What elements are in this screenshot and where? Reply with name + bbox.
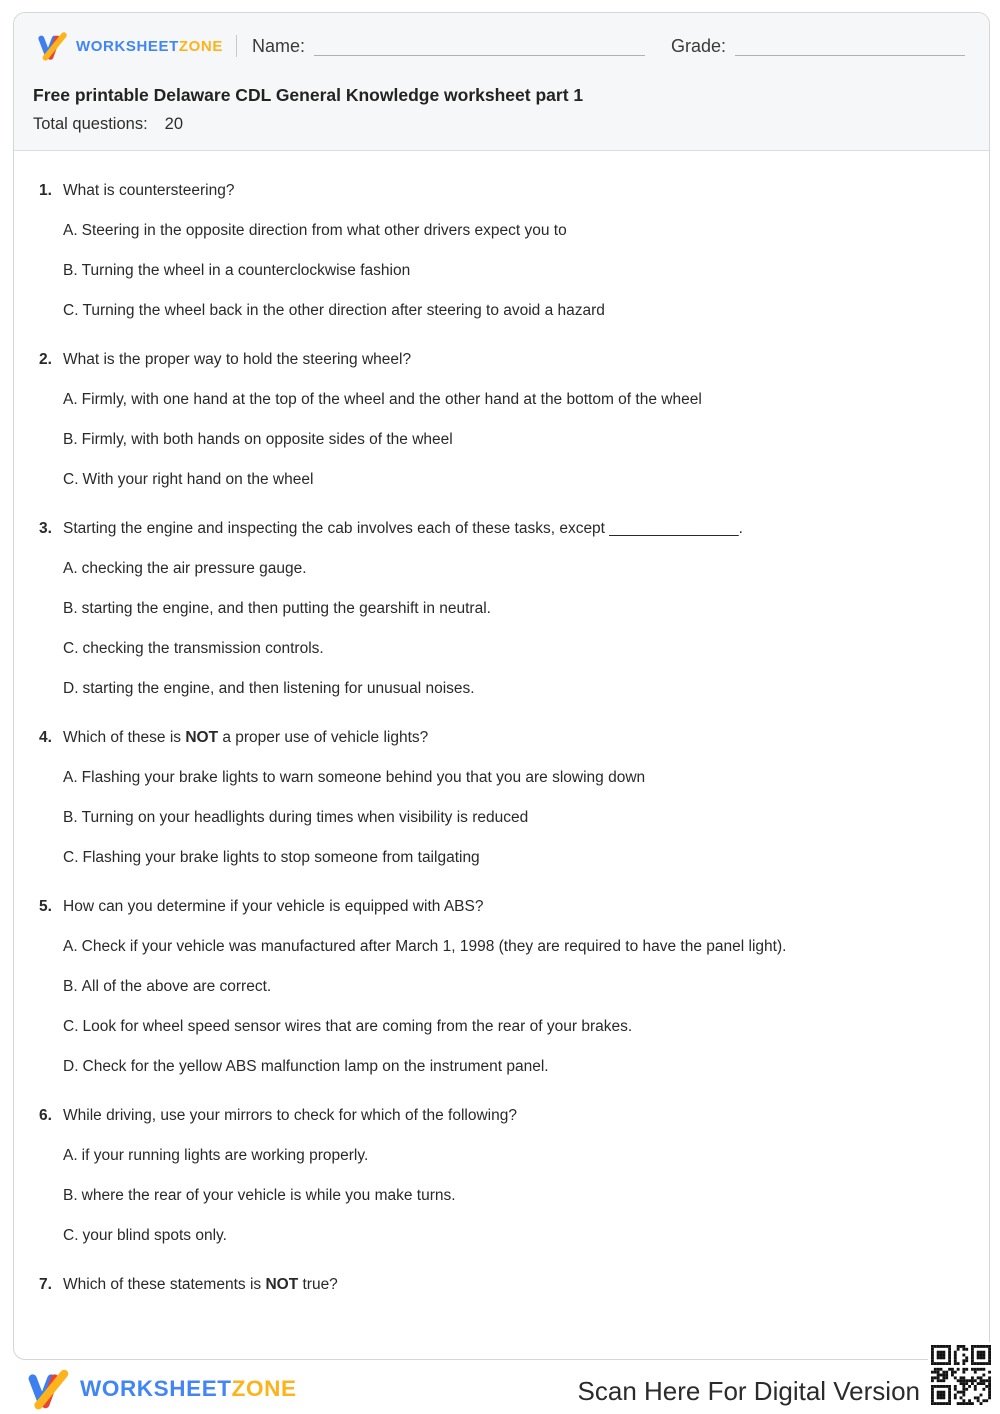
question-number: 2. [39, 351, 52, 368]
option-text: Look for wheel speed sensor wires that are coming from the rear of your brakes. [82, 1018, 633, 1035]
grade-blank-line [735, 36, 965, 56]
question-option [39, 1146, 961, 1165]
option-letter: B. [63, 809, 78, 826]
option-text: Check if your vehicle was manufactured after March 1, 1998 (they are required to have the panel light). [81, 938, 787, 955]
grade-label: Grade: [670, 35, 726, 56]
option-text: Firmly, with one hand at the top of the wheel and the other hand at the bottom of the wheel [81, 391, 702, 408]
question-option [39, 937, 961, 956]
footer-logo [28, 1368, 297, 1410]
footer-logo-text-zone: ZONE [231, 1376, 297, 1401]
card-header-section [14, 13, 989, 151]
option-letter: A. [63, 938, 78, 955]
option-text: starting the engine, and then putting the gearshift in neutral. [81, 600, 491, 617]
option-text: Turning the wheel in a counterclockwise fashion [81, 262, 411, 279]
question [39, 897, 961, 1076]
scan-here-text: Scan Here For Digital Version [577, 1376, 920, 1406]
option-letter: D. [63, 1058, 79, 1075]
option-text: starting the engine, and then listening for unusual noises. [82, 680, 475, 697]
total-questions-row [33, 115, 965, 134]
worksheet-card [13, 12, 990, 1360]
option-text: With your right hand on the wheel [82, 471, 314, 488]
option-text: your blind spots only. [82, 1227, 227, 1244]
option-text: All of the above are correct. [81, 978, 272, 995]
worksheetzone-logo-icon [28, 1368, 70, 1410]
footer-logo-wordmark [80, 1376, 297, 1402]
option-text: checking the transmission controls. [82, 640, 324, 657]
header-row [38, 23, 965, 69]
question-option [39, 430, 961, 449]
name-blank-line [314, 36, 645, 56]
option-letter: C. [63, 471, 79, 488]
question-number: 3. [39, 520, 52, 537]
total-questions-label: Total questions: [33, 115, 148, 133]
option-text: Flashing your brake lights to warn someone behind you that you are slowing down [81, 769, 646, 786]
option-letter: A. [63, 560, 78, 577]
option-letter: B. [63, 600, 78, 617]
questions-list [14, 151, 989, 1294]
option-letter: D. [63, 680, 79, 697]
question-option [39, 679, 961, 698]
question-option [39, 599, 961, 618]
question-text: What is the proper way to hold the steering wheel? [63, 351, 412, 368]
logo-text-worksheet: WORKSHEET [76, 37, 179, 55]
qr-code-image [931, 1345, 991, 1405]
question [39, 519, 961, 698]
question-number: 4. [39, 729, 52, 746]
worksheetzone-logo-icon [38, 31, 68, 61]
option-letter: B. [63, 1187, 78, 1204]
name-label: Name: [251, 35, 305, 56]
question [39, 728, 961, 867]
option-letter: B. [63, 978, 78, 995]
option-text: where the rear of your vehicle is while you make turns. [81, 1187, 456, 1204]
question-option [39, 221, 961, 240]
total-questions-value: 20 [164, 115, 184, 133]
question-option [39, 768, 961, 787]
option-letter: B. [63, 431, 78, 448]
question-option [39, 1186, 961, 1205]
option-text: Check for the yellow ABS malfunction lamp on the instrument panel. [82, 1058, 549, 1075]
option-letter: C. [63, 640, 79, 657]
option-text: Turning on your headlights during times when visibility is reduced [81, 809, 529, 826]
question-option [39, 1226, 961, 1245]
option-text: checking the air pressure gauge. [81, 560, 307, 577]
option-letter: A. [63, 769, 78, 786]
question-text: Which of these statements is NOT true? [63, 1276, 338, 1293]
option-letter: A. [63, 391, 78, 408]
question [39, 181, 961, 320]
question-option [39, 301, 961, 320]
option-letter: A. [63, 222, 78, 239]
option-letter: C. [63, 849, 79, 866]
question-option [39, 1057, 961, 1076]
question-number: 1. [39, 182, 52, 199]
option-letter: C. [63, 1018, 79, 1035]
logo-wordmark [76, 38, 223, 55]
page-title: Free printable Delaware CDL General Knowledge worksheet part 1 [33, 85, 584, 105]
question-option [39, 559, 961, 578]
question-option [39, 977, 961, 996]
question [39, 350, 961, 489]
question-number: 6. [39, 1107, 52, 1124]
question [39, 1106, 961, 1245]
question [39, 1275, 961, 1294]
option-text: Steering in the opposite direction from what other drivers expect you to [81, 222, 567, 239]
question-text: Starting the engine and inspecting the cab involves each of these tasks, except _______________. [63, 520, 743, 537]
option-letter: C. [63, 302, 79, 319]
option-letter: C. [63, 1227, 79, 1244]
question-number: 5. [39, 898, 52, 915]
logo-text-zone: ZONE [178, 37, 223, 55]
question-option [39, 848, 961, 867]
question-text: How can you determine if your vehicle is equipped with ABS? [63, 898, 484, 915]
option-text: Flashing your brake lights to stop someone from tailgating [82, 849, 480, 866]
header-divider [236, 35, 237, 57]
question-option [39, 639, 961, 658]
question-option [39, 470, 961, 489]
question-text: Which of these is NOT a proper use of vehicle lights? [63, 729, 429, 746]
option-letter: A. [63, 1147, 78, 1164]
header-logo [38, 31, 223, 61]
option-letter: B. [63, 262, 78, 279]
question-option [39, 808, 961, 827]
question-number: 7. [39, 1276, 52, 1293]
option-text: Firmly, with both hands on opposite sides of the wheel [81, 431, 453, 448]
question-text: While driving, use your mirrors to check for which of the following? [63, 1107, 517, 1124]
question-option [39, 1017, 961, 1036]
option-text: if your running lights are working properly. [81, 1147, 369, 1164]
option-text: Turning the wheel back in the other direction after steering to avoid a hazard [82, 302, 605, 319]
title-block [33, 69, 965, 134]
question-option [39, 261, 961, 280]
question-option [39, 390, 961, 409]
qr-code [928, 1342, 994, 1408]
footer-logo-text-worksheet: WORKSHEET [80, 1376, 232, 1401]
question-text: What is countersteering? [63, 182, 235, 199]
